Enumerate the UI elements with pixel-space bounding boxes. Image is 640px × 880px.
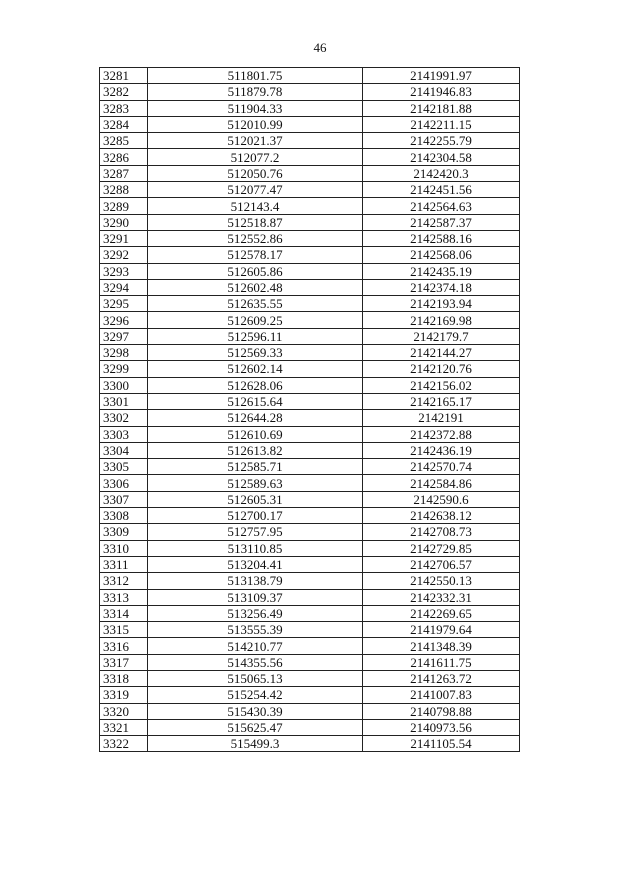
x-coordinate-cell: 512050.76	[148, 165, 363, 181]
point-number-cell: 3294	[100, 279, 148, 295]
table-row	[100, 589, 520, 605]
point-number-cell: 3302	[100, 410, 148, 426]
point-number-cell: 3316	[100, 638, 148, 654]
point-number-cell: 3322	[100, 736, 148, 752]
x-coordinate-cell: 512610.69	[148, 426, 363, 442]
table-row	[100, 622, 520, 638]
y-coordinate-cell: 2142211.15	[363, 116, 520, 132]
y-coordinate-cell: 2142120.76	[363, 361, 520, 377]
y-coordinate-cell: 2142451.56	[363, 182, 520, 198]
table-row	[100, 198, 520, 214]
y-coordinate-cell: 2142193.94	[363, 296, 520, 312]
x-coordinate-cell: 512628.06	[148, 377, 363, 393]
x-coordinate-cell: 512569.33	[148, 345, 363, 361]
y-coordinate-cell: 2142638.12	[363, 508, 520, 524]
x-coordinate-cell: 512613.82	[148, 442, 363, 458]
point-number-cell: 3313	[100, 589, 148, 605]
table-row	[100, 149, 520, 165]
point-number-cell: 3287	[100, 165, 148, 181]
point-number-cell: 3307	[100, 491, 148, 507]
y-coordinate-cell: 2142332.31	[363, 589, 520, 605]
point-number-cell: 3311	[100, 556, 148, 572]
y-coordinate-cell: 2141946.83	[363, 84, 520, 100]
x-coordinate-cell: 512596.11	[148, 328, 363, 344]
point-number-cell: 3319	[100, 687, 148, 703]
x-coordinate-cell: 515065.13	[148, 670, 363, 686]
point-number-cell: 3320	[100, 703, 148, 719]
table-row	[100, 279, 520, 295]
point-number-cell: 3318	[100, 670, 148, 686]
x-coordinate-cell: 512644.28	[148, 410, 363, 426]
table-row	[100, 68, 520, 84]
x-coordinate-cell: 512010.99	[148, 116, 363, 132]
table-row	[100, 442, 520, 458]
y-coordinate-cell: 2141263.72	[363, 670, 520, 686]
point-number-cell: 3314	[100, 605, 148, 621]
table-row	[100, 719, 520, 735]
table-row	[100, 524, 520, 540]
x-coordinate-cell: 512602.48	[148, 279, 363, 295]
table-row	[100, 182, 520, 198]
x-coordinate-cell: 515499.3	[148, 736, 363, 752]
table-row	[100, 508, 520, 524]
y-coordinate-cell: 2142255.79	[363, 133, 520, 149]
point-number-cell: 3315	[100, 622, 148, 638]
point-number-cell: 3298	[100, 345, 148, 361]
table-row	[100, 214, 520, 230]
y-coordinate-cell: 2140973.56	[363, 719, 520, 735]
y-coordinate-cell: 2142144.27	[363, 345, 520, 361]
table-row	[100, 491, 520, 507]
table-row	[100, 393, 520, 409]
x-coordinate-cell: 512605.31	[148, 491, 363, 507]
point-number-cell: 3308	[100, 508, 148, 524]
point-number-cell: 3282	[100, 84, 148, 100]
point-number-cell: 3288	[100, 182, 148, 198]
x-coordinate-cell: 512609.25	[148, 312, 363, 328]
x-coordinate-cell: 512615.64	[148, 393, 363, 409]
point-number-cell: 3296	[100, 312, 148, 328]
table-row	[100, 459, 520, 475]
point-number-cell: 3317	[100, 654, 148, 670]
x-coordinate-cell: 512552.86	[148, 230, 363, 246]
point-number-cell: 3285	[100, 133, 148, 149]
table-row	[100, 475, 520, 491]
point-number-cell: 3306	[100, 475, 148, 491]
table-row	[100, 703, 520, 719]
point-number-cell: 3321	[100, 719, 148, 735]
y-coordinate-cell: 2142708.73	[363, 524, 520, 540]
x-coordinate-cell: 513555.39	[148, 622, 363, 638]
point-number-cell: 3289	[100, 198, 148, 214]
table-row	[100, 312, 520, 328]
y-coordinate-cell: 2141979.64	[363, 622, 520, 638]
point-number-cell: 3292	[100, 247, 148, 263]
table-row	[100, 573, 520, 589]
y-coordinate-cell: 2142169.98	[363, 312, 520, 328]
point-number-cell: 3291	[100, 230, 148, 246]
point-number-cell: 3284	[100, 116, 148, 132]
y-coordinate-cell: 2142550.13	[363, 573, 520, 589]
table-row	[100, 133, 520, 149]
table-row	[100, 230, 520, 246]
x-coordinate-cell: 512021.37	[148, 133, 363, 149]
table-row	[100, 100, 520, 116]
y-coordinate-cell: 2142729.85	[363, 540, 520, 556]
y-coordinate-cell: 2142181.88	[363, 100, 520, 116]
x-coordinate-cell: 512635.55	[148, 296, 363, 312]
x-coordinate-cell: 513204.41	[148, 556, 363, 572]
y-coordinate-cell: 2142436.19	[363, 442, 520, 458]
coordinates-table-body	[100, 68, 520, 752]
y-coordinate-cell: 2141611.75	[363, 654, 520, 670]
point-number-cell: 3312	[100, 573, 148, 589]
table-row	[100, 116, 520, 132]
y-coordinate-cell: 2142590.6	[363, 491, 520, 507]
point-number-cell: 3299	[100, 361, 148, 377]
x-coordinate-cell: 513109.37	[148, 589, 363, 605]
point-number-cell: 3301	[100, 393, 148, 409]
x-coordinate-cell: 512589.63	[148, 475, 363, 491]
table-row	[100, 296, 520, 312]
y-coordinate-cell: 2142584.86	[363, 475, 520, 491]
table-row	[100, 361, 520, 377]
table-row	[100, 556, 520, 572]
y-coordinate-cell: 2140798.88	[363, 703, 520, 719]
y-coordinate-cell: 2142435.19	[363, 263, 520, 279]
y-coordinate-cell: 2142588.16	[363, 230, 520, 246]
y-coordinate-cell: 2141007.83	[363, 687, 520, 703]
table-row	[100, 377, 520, 393]
table-row	[100, 687, 520, 703]
x-coordinate-cell: 512602.14	[148, 361, 363, 377]
x-coordinate-cell: 514210.77	[148, 638, 363, 654]
x-coordinate-cell: 512700.17	[148, 508, 363, 524]
point-number-cell: 3300	[100, 377, 148, 393]
table-row	[100, 247, 520, 263]
x-coordinate-cell: 513256.49	[148, 605, 363, 621]
table-row	[100, 736, 520, 752]
point-number-cell: 3310	[100, 540, 148, 556]
point-number-cell: 3303	[100, 426, 148, 442]
y-coordinate-cell: 2142269.65	[363, 605, 520, 621]
table-row	[100, 605, 520, 621]
table-row	[100, 328, 520, 344]
point-number-cell: 3309	[100, 524, 148, 540]
x-coordinate-cell: 515430.39	[148, 703, 363, 719]
point-number-cell: 3286	[100, 149, 148, 165]
y-coordinate-cell: 2142570.74	[363, 459, 520, 475]
table-row	[100, 540, 520, 556]
y-coordinate-cell: 2142179.7	[363, 328, 520, 344]
x-coordinate-cell: 515254.42	[148, 687, 363, 703]
x-coordinate-cell: 512518.87	[148, 214, 363, 230]
x-coordinate-cell: 512143.4	[148, 198, 363, 214]
point-number-cell: 3295	[100, 296, 148, 312]
y-coordinate-cell: 2142156.02	[363, 377, 520, 393]
x-coordinate-cell: 512585.71	[148, 459, 363, 475]
table-row	[100, 345, 520, 361]
point-number-cell: 3305	[100, 459, 148, 475]
x-coordinate-cell: 512757.95	[148, 524, 363, 540]
x-coordinate-cell: 511879.78	[148, 84, 363, 100]
x-coordinate-cell: 513110.85	[148, 540, 363, 556]
y-coordinate-cell: 2141991.97	[363, 68, 520, 84]
point-number-cell: 3297	[100, 328, 148, 344]
y-coordinate-cell: 2141105.54	[363, 736, 520, 752]
point-number-cell: 3293	[100, 263, 148, 279]
table-row	[100, 426, 520, 442]
y-coordinate-cell: 2141348.39	[363, 638, 520, 654]
y-coordinate-cell: 2142706.57	[363, 556, 520, 572]
table-row	[100, 410, 520, 426]
y-coordinate-cell: 2142568.06	[363, 247, 520, 263]
y-coordinate-cell: 2142304.58	[363, 149, 520, 165]
y-coordinate-cell: 2142191	[363, 410, 520, 426]
x-coordinate-cell: 514355.56	[148, 654, 363, 670]
point-number-cell: 3290	[100, 214, 148, 230]
x-coordinate-cell: 511904.33	[148, 100, 363, 116]
y-coordinate-cell: 2142564.63	[363, 198, 520, 214]
point-number-cell: 3283	[100, 100, 148, 116]
table-row	[100, 638, 520, 654]
table-row	[100, 165, 520, 181]
y-coordinate-cell: 2142372.88	[363, 426, 520, 442]
y-coordinate-cell: 2142420.3	[363, 165, 520, 181]
x-coordinate-cell: 512605.86	[148, 263, 363, 279]
y-coordinate-cell: 2142374.18	[363, 279, 520, 295]
y-coordinate-cell: 2142165.17	[363, 393, 520, 409]
page-number: 46	[313, 40, 327, 55]
table-row	[100, 654, 520, 670]
x-coordinate-cell: 511801.75	[148, 68, 363, 84]
x-coordinate-cell: 512077.47	[148, 182, 363, 198]
table-row	[100, 670, 520, 686]
table-row	[100, 263, 520, 279]
x-coordinate-cell: 512578.17	[148, 247, 363, 263]
x-coordinate-cell: 515625.47	[148, 719, 363, 735]
coordinates-table	[99, 67, 520, 752]
x-coordinate-cell: 512077.2	[148, 149, 363, 165]
y-coordinate-cell: 2142587.37	[363, 214, 520, 230]
table-row	[100, 84, 520, 100]
x-coordinate-cell: 513138.79	[148, 573, 363, 589]
point-number-cell: 3304	[100, 442, 148, 458]
point-number-cell: 3281	[100, 68, 148, 84]
